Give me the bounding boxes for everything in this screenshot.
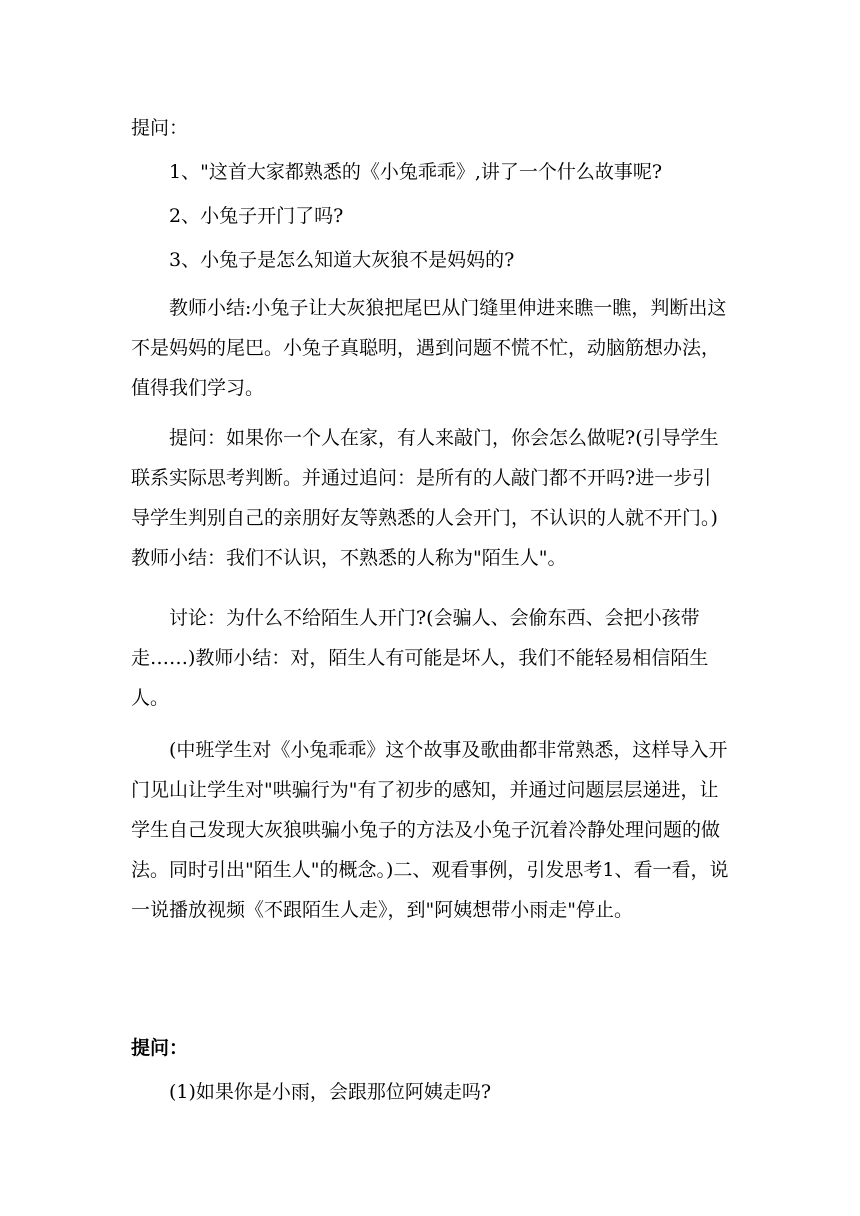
question-3: 3、小兔子是怎么知道大灰狼不是妈妈的? [169, 249, 515, 271]
discussion-paragraph: 讨论：为什么不给陌生人开门?(会骗人、会偷东西、会把小孩带走……)教师小结：对，陌生人有可能是坏人，我们不能轻易相信陌生人。 [131, 607, 709, 709]
question-heading-2: 提问： [131, 1037, 189, 1059]
question-1: 1、"这首大家都熟悉的《小兔乖乖》,讲了一个什么故事呢? [169, 161, 663, 183]
teacher-summary-1: 教师小结:小兔子让大灰狼把尾巴从门缝里伸进来瞧一瞧，判断出这不是妈妈的尾巴。小兔子真聪明，遇到问题不慌不忙，动脑筋想办法，值得我们学习。 [131, 297, 727, 399]
question-2: 2、小兔子开门了吗? [169, 205, 344, 227]
question-item-1: (1)如果你是小雨，会跟那位阿姨走吗? [169, 1081, 492, 1103]
question-heading: 提问： [131, 117, 189, 139]
note-paragraph: (中班学生对《小兔乖乖》这个故事及歌曲都非常熟悉，这样导入开门见山让学生对"哄骗行为"有了初步的感知，并通过问题层层递进，让学生自己发现大灰狼哄骗小兔子的方法及小兔子沉着冷静处理问题的做法。同时引出"陌生人"的概念。)二、观看事例，引发思考1、看一看，说一说播放视频《不跟陌生人走》，到"阿姨想带小雨走"停止。 [131, 739, 729, 921]
question-paragraph: 提问：如果你一个人在家，有人来敲门，你会怎么做呢?(引导学生联系实际思考判断。并通过追问：是所有的人敲门都不开吗?进一步引导学生判别自己的亲朋好友等熟悉的人会开门，不认识的人就不开门。)教师小结：我们不认识，不熟悉的人称为"陌生人"。 [131, 427, 719, 569]
